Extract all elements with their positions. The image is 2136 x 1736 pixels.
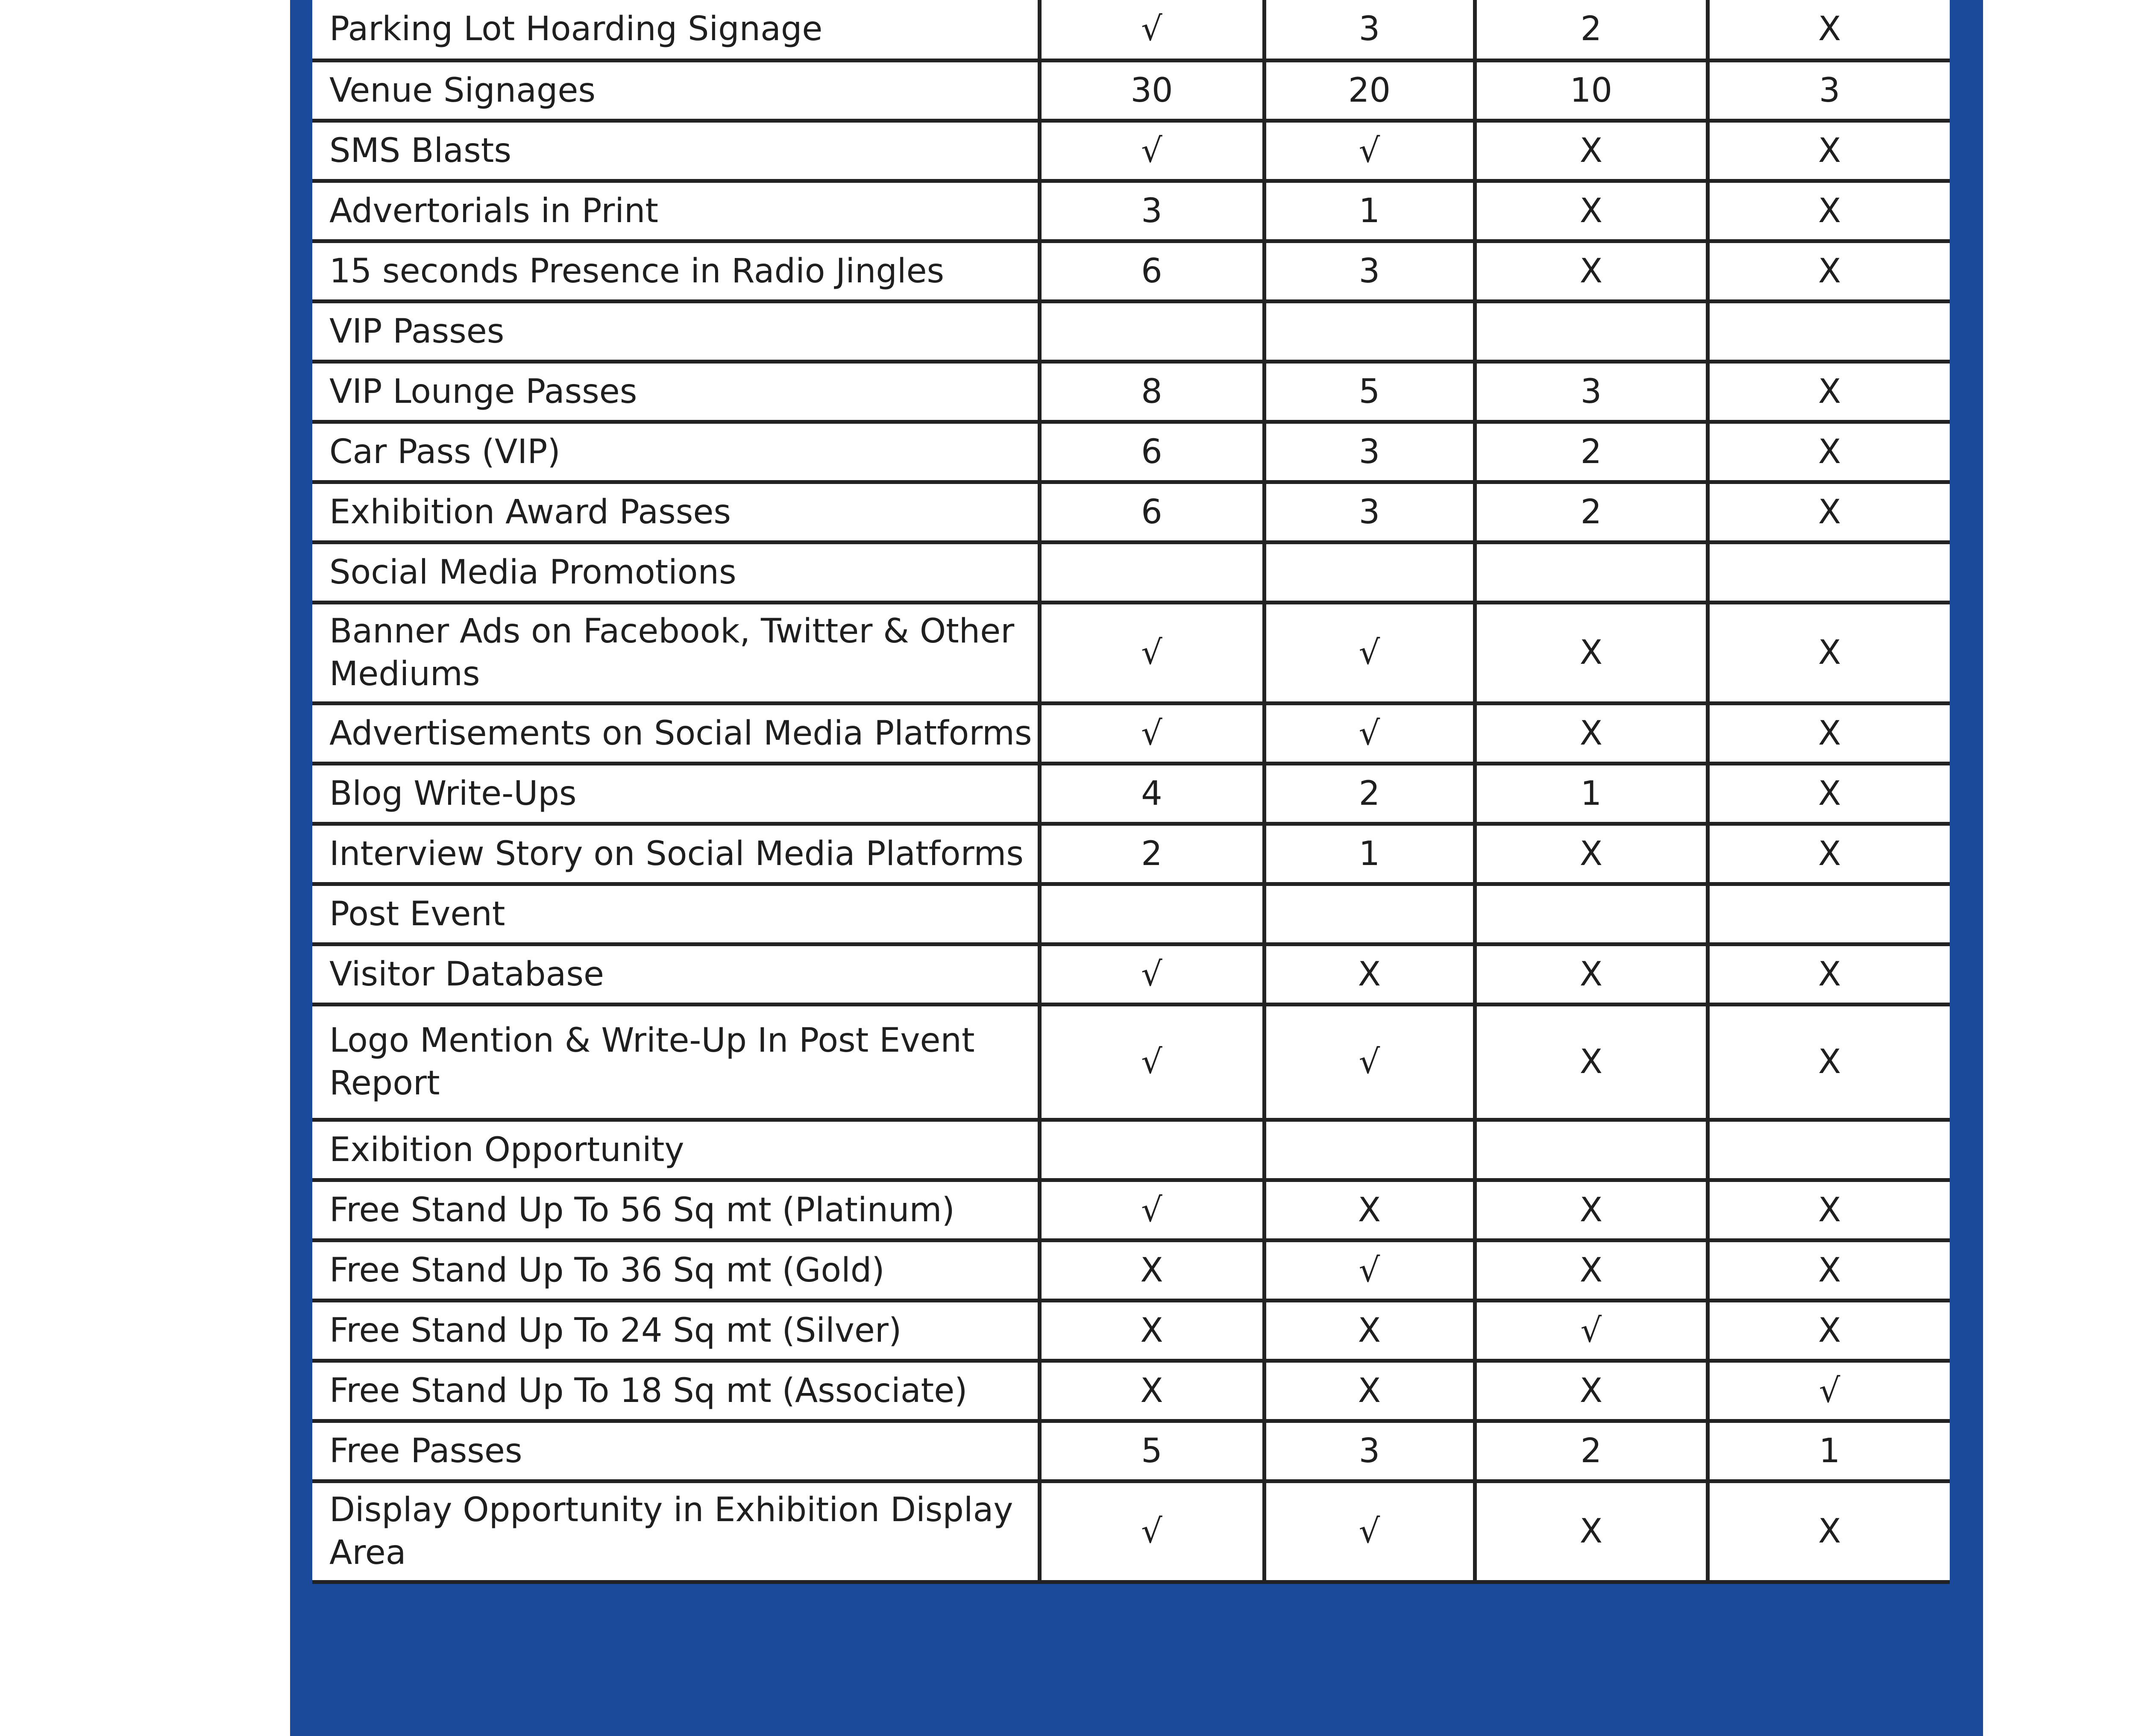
table-row bbox=[312, 1421, 1950, 1481]
cell-value: X bbox=[1708, 1481, 1950, 1582]
table-row bbox=[312, 763, 1950, 824]
row-label: Car Pass (VIP) bbox=[312, 422, 1039, 482]
cell-value: X bbox=[1264, 944, 1475, 1004]
row-label: VIP Lounge Passes bbox=[312, 361, 1039, 422]
cell-value bbox=[1264, 1120, 1475, 1180]
cell-value: 2 bbox=[1039, 824, 1264, 884]
cell-value: X bbox=[1708, 482, 1950, 542]
row-label: Display Opportunity in Exhibition Display Area bbox=[312, 1481, 1039, 1582]
cell-value: 4 bbox=[1039, 763, 1264, 824]
cell-value: 8 bbox=[1039, 361, 1264, 422]
cell-value: 2 bbox=[1475, 482, 1708, 542]
cell-value bbox=[1708, 542, 1950, 602]
cell-value: X bbox=[1264, 1300, 1475, 1361]
cell-value: 1 bbox=[1475, 763, 1708, 824]
cell-value: 20 bbox=[1264, 60, 1475, 120]
cell-value: 3 bbox=[1708, 60, 1950, 120]
cell-value: 2 bbox=[1264, 763, 1475, 824]
cell-value: X bbox=[1708, 763, 1950, 824]
cell-value: √ bbox=[1039, 1481, 1264, 1582]
table-row bbox=[312, 422, 1950, 482]
cell-value: X bbox=[1708, 120, 1950, 181]
row-label: Venue Signages bbox=[312, 60, 1039, 120]
cell-value: √ bbox=[1039, 602, 1264, 703]
cell-value: X bbox=[1039, 1300, 1264, 1361]
cell-value: X bbox=[1708, 422, 1950, 482]
cell-value: X bbox=[1708, 1180, 1950, 1240]
table-row bbox=[312, 1004, 1950, 1120]
cell-value: 5 bbox=[1039, 1421, 1264, 1481]
sponsorship-benefits-table bbox=[312, 0, 1950, 1584]
cell-value: √ bbox=[1039, 703, 1264, 763]
cell-value: X bbox=[1708, 361, 1950, 422]
cell-value: X bbox=[1475, 1361, 1708, 1421]
cell-value: X bbox=[1475, 602, 1708, 703]
cell-value: X bbox=[1708, 1004, 1950, 1120]
cell-value: X bbox=[1475, 703, 1708, 763]
row-label: SMS Blasts bbox=[312, 120, 1039, 181]
table-row bbox=[312, 1240, 1950, 1300]
cell-value: 1 bbox=[1264, 824, 1475, 884]
section-header-row bbox=[312, 542, 1950, 602]
cell-value bbox=[1039, 884, 1264, 944]
cell-value bbox=[1475, 884, 1708, 944]
cell-value: 3 bbox=[1475, 361, 1708, 422]
row-label: Free Stand Up To 56 Sq mt (Platinum) bbox=[312, 1180, 1039, 1240]
cell-value: √ bbox=[1264, 1481, 1475, 1582]
table-row bbox=[312, 944, 1950, 1004]
row-label: Exhibition Award Passes bbox=[312, 482, 1039, 542]
cell-value bbox=[1708, 884, 1950, 944]
section-label: Exibition Opportunity bbox=[312, 1120, 1039, 1180]
cell-value: 5 bbox=[1264, 361, 1475, 422]
cell-value bbox=[1475, 301, 1708, 361]
cell-value: 3 bbox=[1264, 482, 1475, 542]
cell-value: √ bbox=[1708, 1361, 1950, 1421]
cell-value: X bbox=[1475, 1481, 1708, 1582]
row-label: Free Stand Up To 24 Sq mt (Silver) bbox=[312, 1300, 1039, 1361]
section-header-row bbox=[312, 301, 1950, 361]
cell-value: X bbox=[1708, 602, 1950, 703]
cell-value: √ bbox=[1264, 602, 1475, 703]
table-row bbox=[312, 120, 1950, 181]
cell-value: √ bbox=[1264, 1004, 1475, 1120]
cell-value: √ bbox=[1039, 1180, 1264, 1240]
cell-value: √ bbox=[1264, 703, 1475, 763]
row-label: Advertorials in Print bbox=[312, 181, 1039, 241]
cell-value: 6 bbox=[1039, 482, 1264, 542]
cell-value: 3 bbox=[1039, 181, 1264, 241]
cell-value: √ bbox=[1039, 944, 1264, 1004]
cell-value: X bbox=[1475, 1180, 1708, 1240]
cell-value: 10 bbox=[1475, 60, 1708, 120]
cell-value: √ bbox=[1039, 120, 1264, 181]
section-label: Social Media Promotions bbox=[312, 542, 1039, 602]
cell-value: X bbox=[1475, 181, 1708, 241]
table-row bbox=[312, 703, 1950, 763]
cell-value: 1 bbox=[1708, 1421, 1950, 1481]
table-row bbox=[312, 0, 1950, 60]
cell-value: √ bbox=[1264, 1240, 1475, 1300]
table-row bbox=[312, 181, 1950, 241]
table-row bbox=[312, 60, 1950, 120]
cell-value: 6 bbox=[1039, 422, 1264, 482]
cell-value: X bbox=[1475, 824, 1708, 884]
cell-value bbox=[1039, 301, 1264, 361]
section-label: VIP Passes bbox=[312, 301, 1039, 361]
cell-value: 3 bbox=[1264, 0, 1475, 60]
row-label: 15 seconds Presence in Radio Jingles bbox=[312, 241, 1039, 301]
section-header-row bbox=[312, 884, 1950, 944]
section-header-row bbox=[312, 1120, 1950, 1180]
cell-value bbox=[1264, 542, 1475, 602]
row-label: Logo Mention & Write-Up In Post Event Report bbox=[312, 1004, 1039, 1120]
table-row bbox=[312, 482, 1950, 542]
table-row bbox=[312, 824, 1950, 884]
cell-value: √ bbox=[1039, 1004, 1264, 1120]
row-label: Blog Write-Ups bbox=[312, 763, 1039, 824]
table-row bbox=[312, 1481, 1950, 1582]
cell-value: X bbox=[1264, 1180, 1475, 1240]
cell-value bbox=[1039, 1120, 1264, 1180]
cell-value: X bbox=[1708, 944, 1950, 1004]
table-row bbox=[312, 1180, 1950, 1240]
cell-value bbox=[1264, 884, 1475, 944]
cell-value: 2 bbox=[1475, 422, 1708, 482]
cell-value: X bbox=[1708, 241, 1950, 301]
cell-value: X bbox=[1708, 1300, 1950, 1361]
table-row bbox=[312, 602, 1950, 703]
cell-value: X bbox=[1475, 1240, 1708, 1300]
cell-value: X bbox=[1475, 944, 1708, 1004]
row-label: Free Passes bbox=[312, 1421, 1039, 1481]
cell-value: X bbox=[1475, 1004, 1708, 1120]
cell-value bbox=[1039, 542, 1264, 602]
cell-value: 2 bbox=[1475, 0, 1708, 60]
cell-value: 2 bbox=[1475, 1421, 1708, 1481]
cell-value bbox=[1475, 542, 1708, 602]
cell-value: X bbox=[1039, 1240, 1264, 1300]
cell-value: √ bbox=[1039, 0, 1264, 60]
row-label: Banner Ads on Facebook, Twitter & Other Mediums bbox=[312, 602, 1039, 703]
row-label: Free Stand Up To 18 Sq mt (Associate) bbox=[312, 1361, 1039, 1421]
section-label: Post Event bbox=[312, 884, 1039, 944]
cell-value: X bbox=[1708, 181, 1950, 241]
cell-value: X bbox=[1708, 1240, 1950, 1300]
cell-value: X bbox=[1708, 0, 1950, 60]
row-label: Interview Story on Social Media Platforms bbox=[312, 824, 1039, 884]
cell-value bbox=[1708, 301, 1950, 361]
cell-value bbox=[1264, 301, 1475, 361]
cell-value: 30 bbox=[1039, 60, 1264, 120]
cell-value: X bbox=[1708, 703, 1950, 763]
row-label: Visitor Database bbox=[312, 944, 1039, 1004]
table-row bbox=[312, 1300, 1950, 1361]
cell-value bbox=[1708, 1120, 1950, 1180]
table-row bbox=[312, 241, 1950, 301]
cell-value: 3 bbox=[1264, 241, 1475, 301]
table-row bbox=[312, 1361, 1950, 1421]
row-label: Parking Lot Hoarding Signage bbox=[312, 0, 1039, 60]
cell-value: X bbox=[1264, 1361, 1475, 1421]
row-label: Free Stand Up To 36 Sq mt (Gold) bbox=[312, 1240, 1039, 1300]
cell-value: X bbox=[1708, 824, 1950, 884]
cell-value: √ bbox=[1475, 1300, 1708, 1361]
cell-value bbox=[1475, 1120, 1708, 1180]
cell-value: 6 bbox=[1039, 241, 1264, 301]
cell-value: X bbox=[1475, 120, 1708, 181]
cell-value: 3 bbox=[1264, 1421, 1475, 1481]
cell-value: √ bbox=[1264, 120, 1475, 181]
cell-value: 3 bbox=[1264, 422, 1475, 482]
cell-value: X bbox=[1039, 1361, 1264, 1421]
row-label: Advertisements on Social Media Platforms bbox=[312, 703, 1039, 763]
cell-value: X bbox=[1475, 241, 1708, 301]
cell-value: 1 bbox=[1264, 181, 1475, 241]
table-row bbox=[312, 361, 1950, 422]
